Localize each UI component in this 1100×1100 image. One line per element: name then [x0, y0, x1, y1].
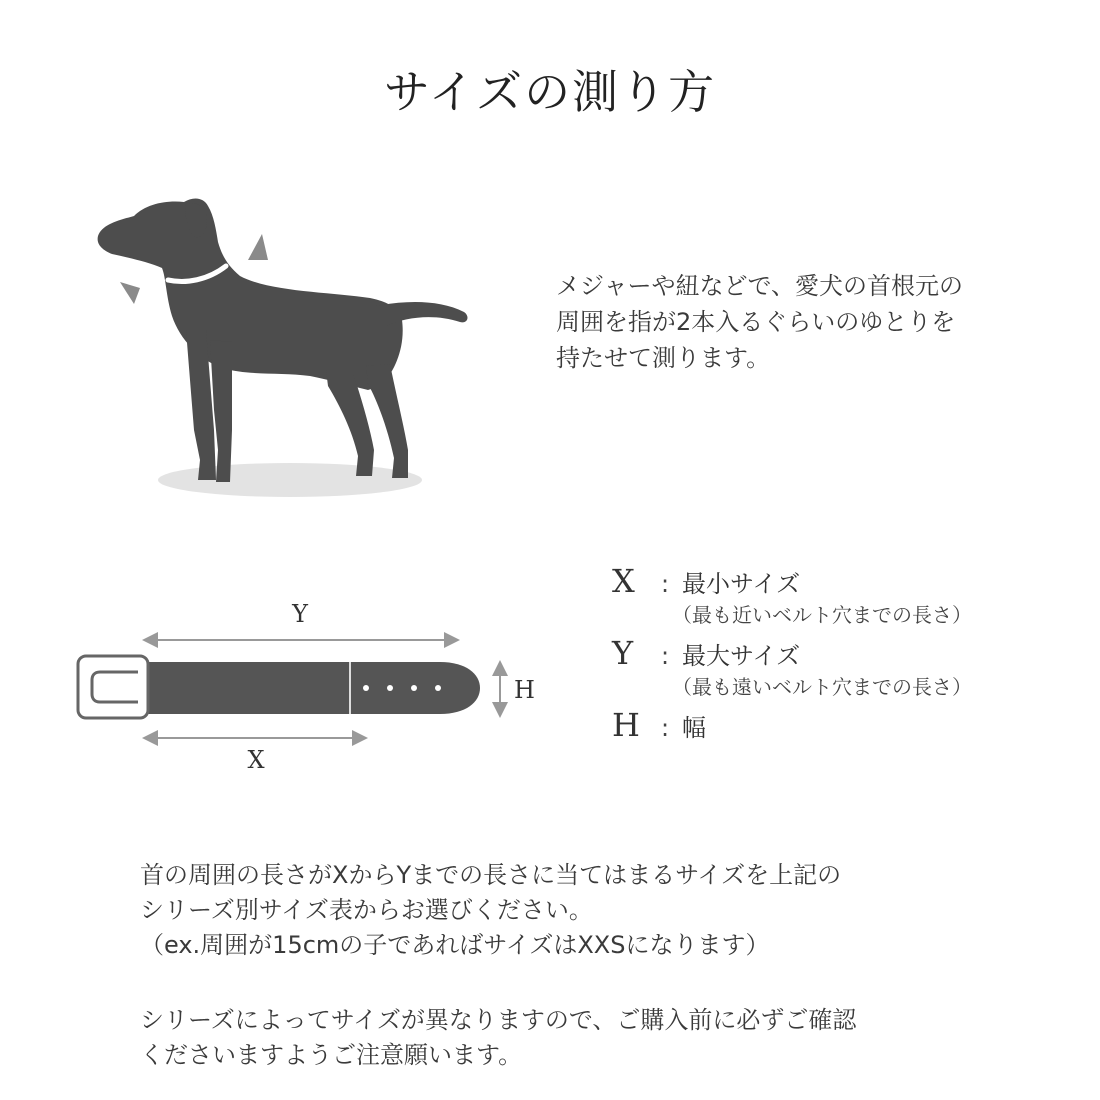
- legend-y-row: [612, 634, 1072, 672]
- legend-y-label: 最大サイズ: [682, 642, 801, 670]
- belt-hole: [411, 685, 417, 691]
- dog-silhouette: [98, 199, 468, 482]
- legend-separator: :: [660, 642, 670, 670]
- legend-x-label: 最小サイズ: [682, 570, 801, 598]
- legend-y-note: （最も遠いベルト穴までの長さ）: [672, 675, 972, 699]
- y-dimension-label: Y: [292, 600, 308, 628]
- paragraph-line: （ex.周囲が15cmの子であればサイズはXXSになります）: [140, 931, 770, 959]
- intro-line: 持たせて測ります。: [556, 344, 771, 372]
- collar-arrow-upper-icon: [248, 234, 268, 260]
- collar-strap: [144, 662, 480, 714]
- belt-hole: [435, 685, 441, 691]
- legend-separator: :: [660, 570, 670, 598]
- legend-h-row: [612, 706, 1072, 744]
- paragraph-line: シリーズ別サイズ表からお選びください。: [140, 896, 593, 924]
- buckle-icon: [78, 656, 148, 718]
- intro-line: メジャーや紐などで、愛犬の首根元の: [556, 272, 964, 300]
- belt-hole: [387, 685, 393, 691]
- paragraph-line: シリーズによってサイズが異なりますので、ご購入前に必ずご確認: [140, 1006, 857, 1034]
- paragraph-line: くださいますようご注意願います。: [140, 1041, 523, 1069]
- paragraph-line: 首の周囲の長さがXからYまでの長さに当てはまるサイズを上記の: [140, 861, 842, 889]
- collar-diagram: [60, 590, 580, 790]
- legend-separator: :: [660, 714, 670, 742]
- legend-h-label: 幅: [682, 714, 706, 742]
- size-notice: [140, 1003, 1040, 1073]
- dog-illustration: [90, 180, 490, 500]
- h-dimension-label: H: [514, 676, 535, 704]
- intro-text: [556, 268, 1056, 376]
- intro-line: 周囲を指が2本入るぐらいのゆとりを: [556, 308, 956, 336]
- x-dimension-label: X: [247, 746, 265, 774]
- size-legend: [612, 562, 1072, 744]
- belt-hole: [363, 685, 369, 691]
- dog-shadow: [158, 463, 422, 497]
- legend-x-letter: X: [612, 562, 635, 600]
- collar-arrow-lower-icon: [120, 282, 140, 304]
- legend-y-letter: Y: [612, 634, 634, 672]
- size-selection-instructions: [140, 858, 1040, 963]
- legend-x-note: （最も近いベルト穴までの長さ）: [672, 603, 972, 627]
- legend-h-letter: H: [612, 706, 640, 744]
- legend-x-row: [612, 562, 1072, 600]
- page-title: サイズの測り方: [383, 65, 717, 119]
